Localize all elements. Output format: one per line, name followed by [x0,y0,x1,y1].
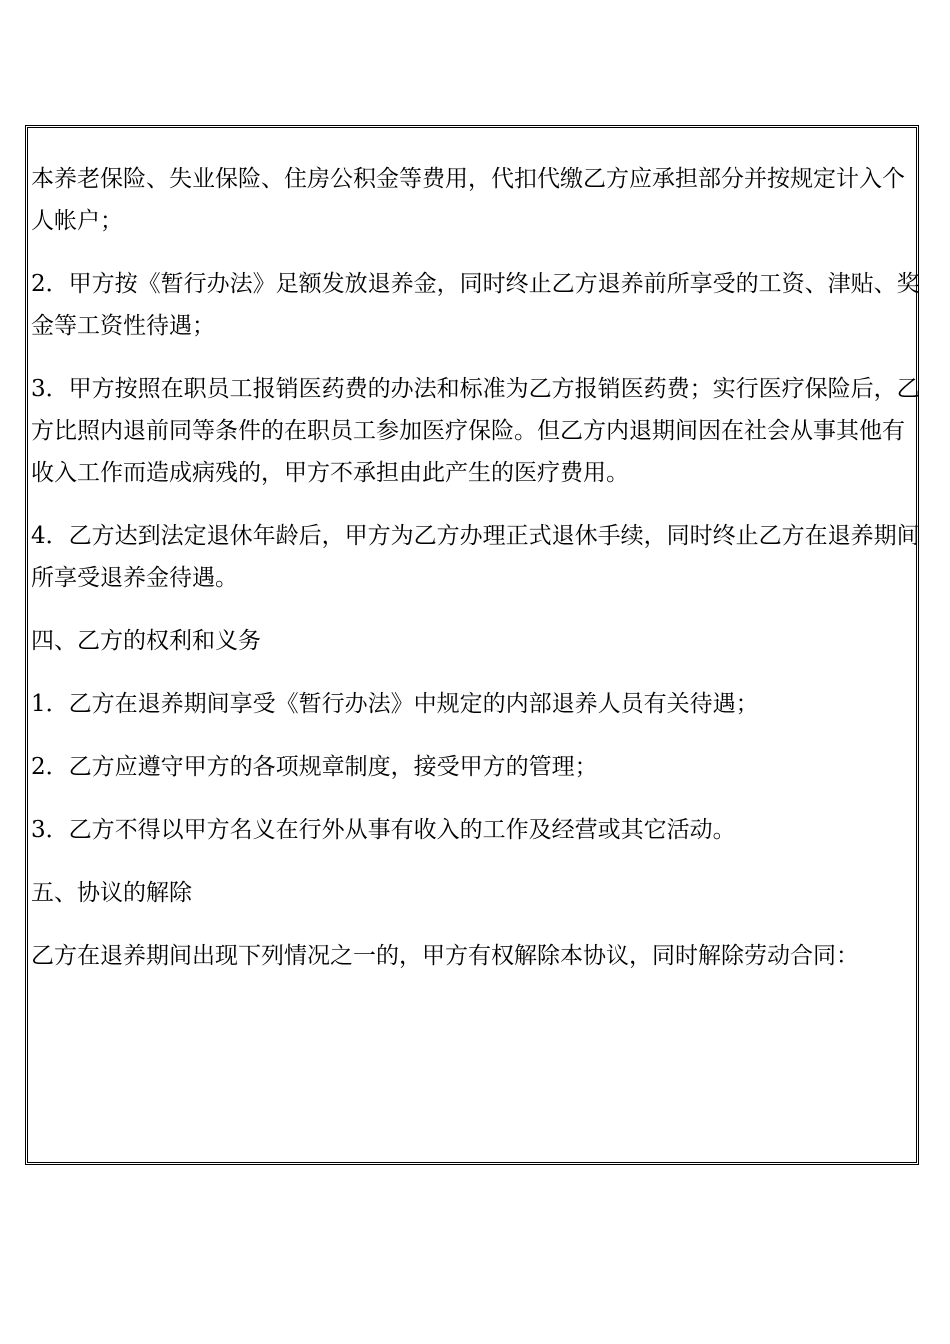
paragraph-formal-retirement: 4．乙方达到法定退休年龄后，甲方为乙方办理正式退休手续，同时终止乙方在退养期间所享受退养金待遇。 [31,523,920,591]
paragraph-termination-conditions: 乙方在退养期间出现下列情况之一的，甲方有权解除本协议，同时解除劳动合同： [31,943,859,969]
document-body [31,158,921,998]
paragraph-outside-activities: 3．乙方不得以甲方名义在行外从事有收入的工作及经营或其它活动。 [31,817,736,843]
paragraph-regulations: 2．乙方应遵守甲方的各项规章制度，接受甲方的管理； [31,754,598,780]
paragraph-insurance-contributions: 本养老保险、失业保险、住房公积金等费用，代扣代缴乙方应承担部分并按规定计入个人帐户； [31,166,905,234]
paragraph-benefits: 1．乙方在退养期间享受《暂行办法》中规定的内部退养人员有关待遇； [31,691,759,717]
section-heading-rights-obligations: 四、乙方的权利和义务 [31,628,261,654]
paragraph-medical-expenses: 3．甲方按照在职员工报销医药费的办法和标准为乙方报销医药费；实行医疗保险后，乙方比照内退前同等条件的在职员工参加医疗保险。但乙方内退期间因在社会从事其他有收入工作而造成病残的，甲方不承担由此产生的医疗费用。 [31,376,920,486]
paragraph-retirement-pay: 2．甲方按《暂行办法》足额发放退养金，同时终止乙方退养前所享受的工资、津贴、奖金等工资性待遇； [31,271,920,339]
section-heading-termination: 五、协议的解除 [31,880,192,906]
document-frame [25,125,919,1165]
